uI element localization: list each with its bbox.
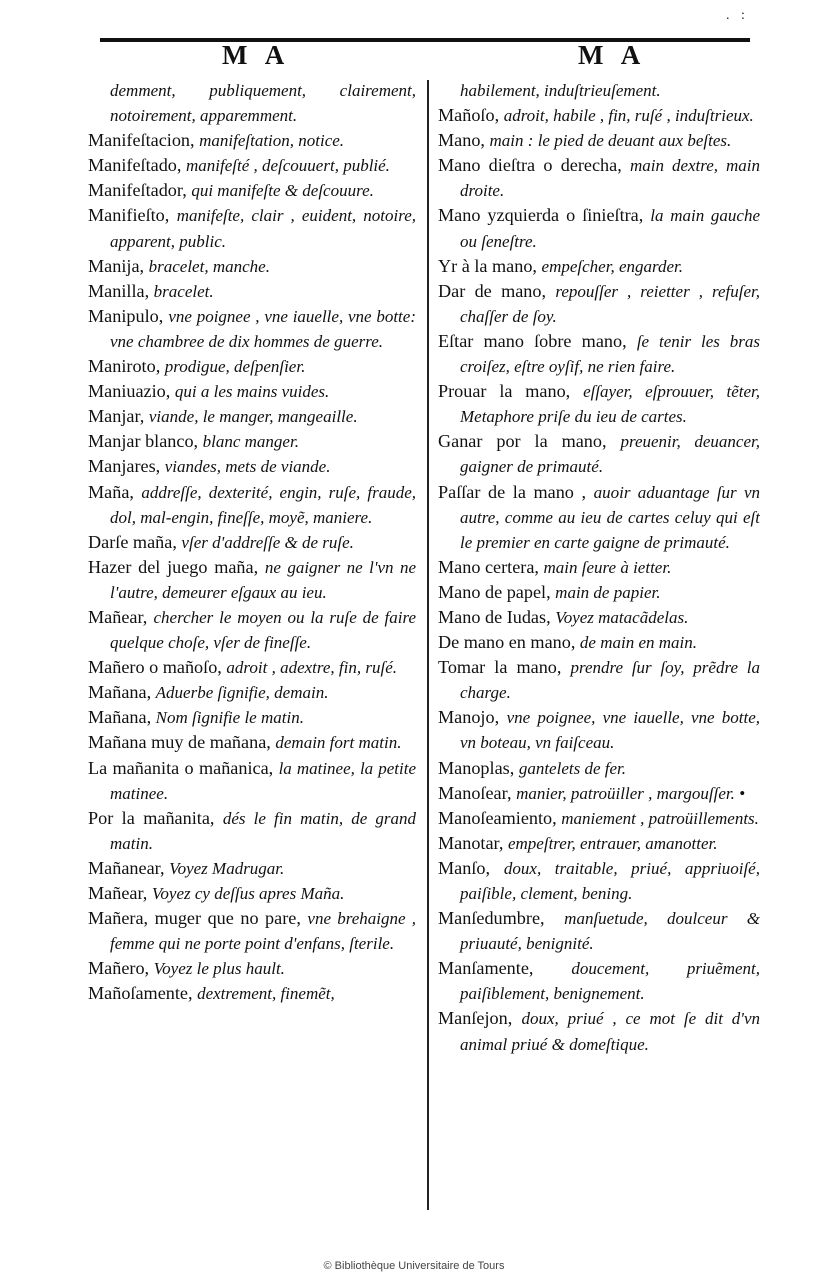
- dictionary-entry: [438, 480, 760, 555]
- dictionary-entry: [88, 404, 416, 429]
- entry-definition: addreſſe, dexterité, engin, ruſe, fraude, dol, mal-engin, fineſſe, moyẽ, maniere.: [110, 482, 416, 527]
- entry-definition: eſſayer, eſprouuer, tẽter, Metaphore priſe du ieu de cartes.: [460, 382, 760, 427]
- entry-headword: Mañero o mañoſo,: [88, 657, 227, 678]
- dictionary-entry: [438, 806, 760, 831]
- entry-definition: empeſcher, engarder.: [541, 256, 684, 276]
- dictionary-entry: [88, 153, 416, 178]
- dictionary-entry: [88, 555, 416, 605]
- entry-definition: manier, patroüiller , margouſſer. •: [516, 783, 746, 803]
- entry-definition: vſer d'addreſſe & de ruſe.: [181, 532, 354, 552]
- running-head-left: M A: [222, 40, 291, 70]
- entry-definition: empeſtrer, entrauer, amanotter.: [507, 833, 718, 853]
- dictionary-entry: [438, 203, 760, 253]
- entry-definition: gantelets de fer.: [518, 758, 626, 778]
- entry-definition: viandes, mets de viande.: [164, 457, 331, 477]
- entry-definition: dextrement, finemẽt,: [197, 984, 335, 1004]
- entry-definition: demain fort matin.: [275, 733, 402, 753]
- entry-definition: adroit , adextre, fin, ruſé.: [226, 658, 398, 678]
- entry-headword: Manifeſtacion,: [88, 130, 200, 151]
- dictionary-entry: [88, 279, 416, 304]
- dictionary-entry: [88, 78, 416, 128]
- entry-headword: Mañero,: [88, 958, 154, 979]
- entry-headword: Maniuazio,: [88, 381, 175, 402]
- dictionary-entry: [88, 956, 416, 981]
- entry-definition: manſuetude, doulceur & priuauté, benignité.: [460, 909, 760, 954]
- dictionary-entry: [438, 956, 760, 1006]
- entry-headword: Manija,: [88, 255, 149, 276]
- entry-headword: Mano de Iudas,: [438, 606, 556, 627]
- corner-mark: . :: [726, 8, 749, 23]
- entry-definition: bracelet.: [153, 281, 214, 301]
- entry-headword: Manjares,: [88, 456, 165, 477]
- entry-headword: Manſamente,: [438, 958, 572, 979]
- dictionary-entry: [438, 329, 760, 379]
- footer-credit: © Bibliothèque Universitaire de Tours: [323, 1260, 505, 1272]
- dictionary-entry: [88, 730, 416, 755]
- right-column: [438, 78, 760, 1208]
- entry-definition: manifeſté , deſcouuert, publié.: [185, 156, 390, 176]
- entry-definition: ne gaigner ne l'vn ne l'autre, demeurer eſgaux au ieu.: [110, 557, 416, 602]
- entry-headword: Por la mañanita,: [88, 807, 223, 828]
- dictionary-entry: [88, 178, 416, 203]
- dictionary-entry: [438, 254, 760, 279]
- entry-definition: bracelet, manche.: [148, 256, 270, 276]
- dictionary-entry: [438, 429, 760, 479]
- entry-headword: Maniroto,: [88, 356, 165, 377]
- entry-headword: Dar de mano,: [438, 280, 556, 301]
- dictionary-entry: [88, 304, 416, 354]
- entry-headword: Mañana,: [88, 682, 156, 703]
- dictionary-entry: [438, 781, 760, 806]
- entry-headword: Mañanear,: [88, 857, 170, 878]
- entry-headword: Mañear,: [88, 606, 154, 627]
- entry-headword: Eſtar mano ſobre mano,: [438, 330, 637, 351]
- dictionary-entry: [88, 881, 416, 906]
- dictionary-entry: [88, 429, 416, 454]
- entry-definition: main de papier.: [555, 582, 661, 602]
- entry-headword: Mano de papel,: [438, 581, 556, 602]
- dictionary-entry: [438, 103, 760, 128]
- entry-definition: chercher le moyen ou la ruſe de faire quelque choſe, vſer de fineſſe.: [110, 607, 416, 653]
- entry-definition: adroit, habile , fin, ruſé , induſtrieux.: [503, 106, 754, 126]
- entry-headword: Mañana,: [88, 707, 156, 728]
- entry-definition: vne poignee, vne iauelle, vne botte, vn boteau, vn faiſceau.: [460, 708, 760, 753]
- entry-headword: Manilla,: [88, 280, 154, 301]
- entry-headword: Manipulo,: [88, 305, 169, 326]
- entry-definition: demment, publiquement, clairement, notoirement, apparemment.: [110, 81, 416, 126]
- dictionary-entry: [88, 480, 416, 530]
- entry-headword: Prouar la mano,: [438, 381, 584, 402]
- entry-headword: Tomar la mano,: [438, 657, 571, 678]
- entry-headword: Manifeſtador,: [88, 180, 192, 201]
- dictionary-entry: [438, 856, 760, 906]
- dictionary-entry: [88, 128, 416, 153]
- entry-definition: vne brehaigne , femme qui ne porte point d'enfans, ſterile.: [110, 909, 416, 954]
- entry-definition: main : le pied de deuant aux beſtes.: [489, 131, 732, 151]
- entry-definition: preuenir, deuancer, gaigner de primauté.: [460, 432, 760, 477]
- entry-headword: Manoſear,: [438, 782, 517, 803]
- dictionary-entry: [438, 630, 760, 655]
- dictionary-entry: [88, 981, 416, 1006]
- entry-headword: Hazer del juego maña,: [88, 556, 265, 577]
- entry-definition: de main en main.: [579, 633, 698, 653]
- entry-headword: Manojo,: [438, 707, 507, 728]
- entry-definition: Voyez Madrugar.: [169, 858, 285, 878]
- entry-definition: habilement, induſtrieuſement.: [460, 81, 661, 100]
- dictionary-entry: [438, 831, 760, 856]
- entry-definition: Voyez matacãdelas.: [555, 607, 689, 627]
- entry-headword: Mañoſamente,: [88, 983, 198, 1004]
- column-divider: [427, 80, 429, 1210]
- entry-definition: la matinee, la petite matinee.: [110, 758, 416, 803]
- entry-definition: qui a les mains vuides.: [174, 382, 330, 402]
- dictionary-entry: [88, 254, 416, 279]
- entry-definition: main ſeure à ietter.: [543, 557, 672, 577]
- dictionary-entry: [88, 806, 416, 856]
- entry-headword: Manifieſto,: [88, 205, 177, 226]
- dictionary-entry: [88, 705, 416, 730]
- entry-definition: prendre ſur ſoy, prẽdre la charge.: [460, 658, 760, 703]
- entry-definition: Nom ſignifie le matin.: [155, 708, 304, 728]
- entry-definition: dés le fin matin, de grand matin.: [110, 808, 416, 853]
- entry-definition: doux, traitable, priué, appriuoiſé, paiſible, clement, bening.: [460, 858, 760, 903]
- entry-headword: Manſejon,: [438, 1008, 522, 1029]
- entry-headword: Manjar,: [88, 406, 149, 427]
- entry-definition: doux, priué , ce mot ſe dit d'vn animal priué & domeſtique.: [460, 1009, 760, 1054]
- dictionary-entry: [438, 279, 760, 329]
- entry-headword: Mañear,: [88, 883, 152, 903]
- entry-headword: Mañera, muger que no pare,: [88, 908, 308, 929]
- entry-headword: Manoplas,: [438, 757, 519, 778]
- entry-headword: Mano dieſtra o derecha,: [438, 155, 631, 176]
- dictionary-entry: [88, 655, 416, 680]
- entry-headword: Manoſeamiento,: [438, 807, 562, 828]
- entry-definition: ſe tenir les bras croiſez, eſtre oyſif, ne rien faire.: [460, 331, 760, 377]
- entry-headword: Maña,: [88, 481, 142, 502]
- entry-headword: De mano en mano,: [438, 632, 580, 653]
- dictionary-entry: [88, 756, 416, 806]
- entry-headword: Yr à la mano,: [438, 255, 542, 276]
- entry-definition: blanc manger.: [202, 432, 299, 452]
- entry-definition: prodigue, deſpenſier.: [164, 357, 306, 377]
- entry-definition: la main gauche ou ſeneſtre.: [460, 206, 760, 251]
- running-head-right: M A: [578, 40, 647, 70]
- dictionary-entry: [88, 203, 416, 253]
- entry-headword: Mano certera,: [438, 556, 544, 577]
- entry-headword: Mano yzquierda o ſinieſtra,: [438, 205, 651, 226]
- dictionary-entry: [88, 906, 416, 956]
- left-column: [88, 78, 416, 1208]
- entry-definition: auoir aduantage ſur vn autre, comme au ieu de cartes celuy qui eſt le premier en carte gaigne de primauté.: [460, 482, 760, 552]
- dictionary-entry: [88, 354, 416, 379]
- entry-definition: doucement, priuẽment, paiſiblement, benignement.: [460, 959, 760, 1004]
- dictionary-entry: [438, 655, 760, 705]
- entry-definition: manifeſtation, notice.: [199, 131, 345, 151]
- entry-definition: viande, le manger, mangeaille.: [148, 407, 358, 427]
- dictionary-entry: [438, 78, 760, 103]
- dictionary-entry: [438, 153, 760, 203]
- entry-headword: Mañoſo,: [438, 105, 504, 126]
- dictionary-entry: [88, 454, 416, 479]
- top-rule: [100, 38, 750, 42]
- entry-definition: Aduerbe ſignifie, demain.: [155, 683, 329, 703]
- entry-definition: Voyez cy deſſus apres Maña.: [151, 884, 345, 903]
- dictionary-entry: [438, 1006, 760, 1056]
- dictionary-entry: [438, 756, 760, 781]
- entry-definition: main dextre, main droite.: [460, 156, 760, 201]
- entry-headword: Manſo,: [438, 857, 504, 878]
- dictionary-entry: [88, 379, 416, 404]
- entry-definition: qui manifeſte & deſcouure.: [191, 181, 374, 201]
- entry-definition: vne poignee , vne iauelle, vne botte: vne chambree de dix hommes de guerre.: [110, 306, 416, 351]
- dictionary-entry: [88, 530, 416, 555]
- dictionary-entry: [88, 680, 416, 705]
- dictionary-entry: [438, 906, 760, 956]
- entry-definition: Voyez le plus hault.: [153, 959, 285, 979]
- dictionary-entry: [438, 580, 760, 605]
- entry-headword: Ganar por la mano,: [438, 431, 621, 452]
- entry-headword: Darſe maña,: [88, 531, 182, 552]
- entry-headword: Manifeſtado,: [88, 155, 186, 176]
- entry-headword: Manjar blanco,: [88, 431, 203, 452]
- dictionary-entry: [438, 705, 760, 755]
- dictionary-entry: [438, 128, 760, 153]
- dictionary-entry: [438, 555, 760, 580]
- dictionary-entry: [88, 605, 416, 655]
- entry-definition: repouſſer , reietter , refuſer, chaſſer de ſoy.: [460, 281, 760, 326]
- entry-headword: Manſedumbre,: [438, 908, 565, 929]
- entry-headword: Mano,: [438, 130, 490, 151]
- entry-headword: Paſſar de la mano ,: [438, 481, 594, 502]
- entry-headword: Mañana muy de mañana,: [88, 732, 276, 753]
- entry-definition: manifeſte, clair , euident, notoire, apparent, public.: [110, 206, 416, 251]
- dictionary-entry: [438, 605, 760, 630]
- entry-headword: La mañanita o mañanica,: [88, 757, 279, 778]
- entry-definition: maniement , patroüillements.: [561, 808, 759, 828]
- dictionary-entry: [438, 379, 760, 429]
- dictionary-entry: [88, 856, 416, 881]
- entry-headword: Manotar,: [438, 832, 508, 853]
